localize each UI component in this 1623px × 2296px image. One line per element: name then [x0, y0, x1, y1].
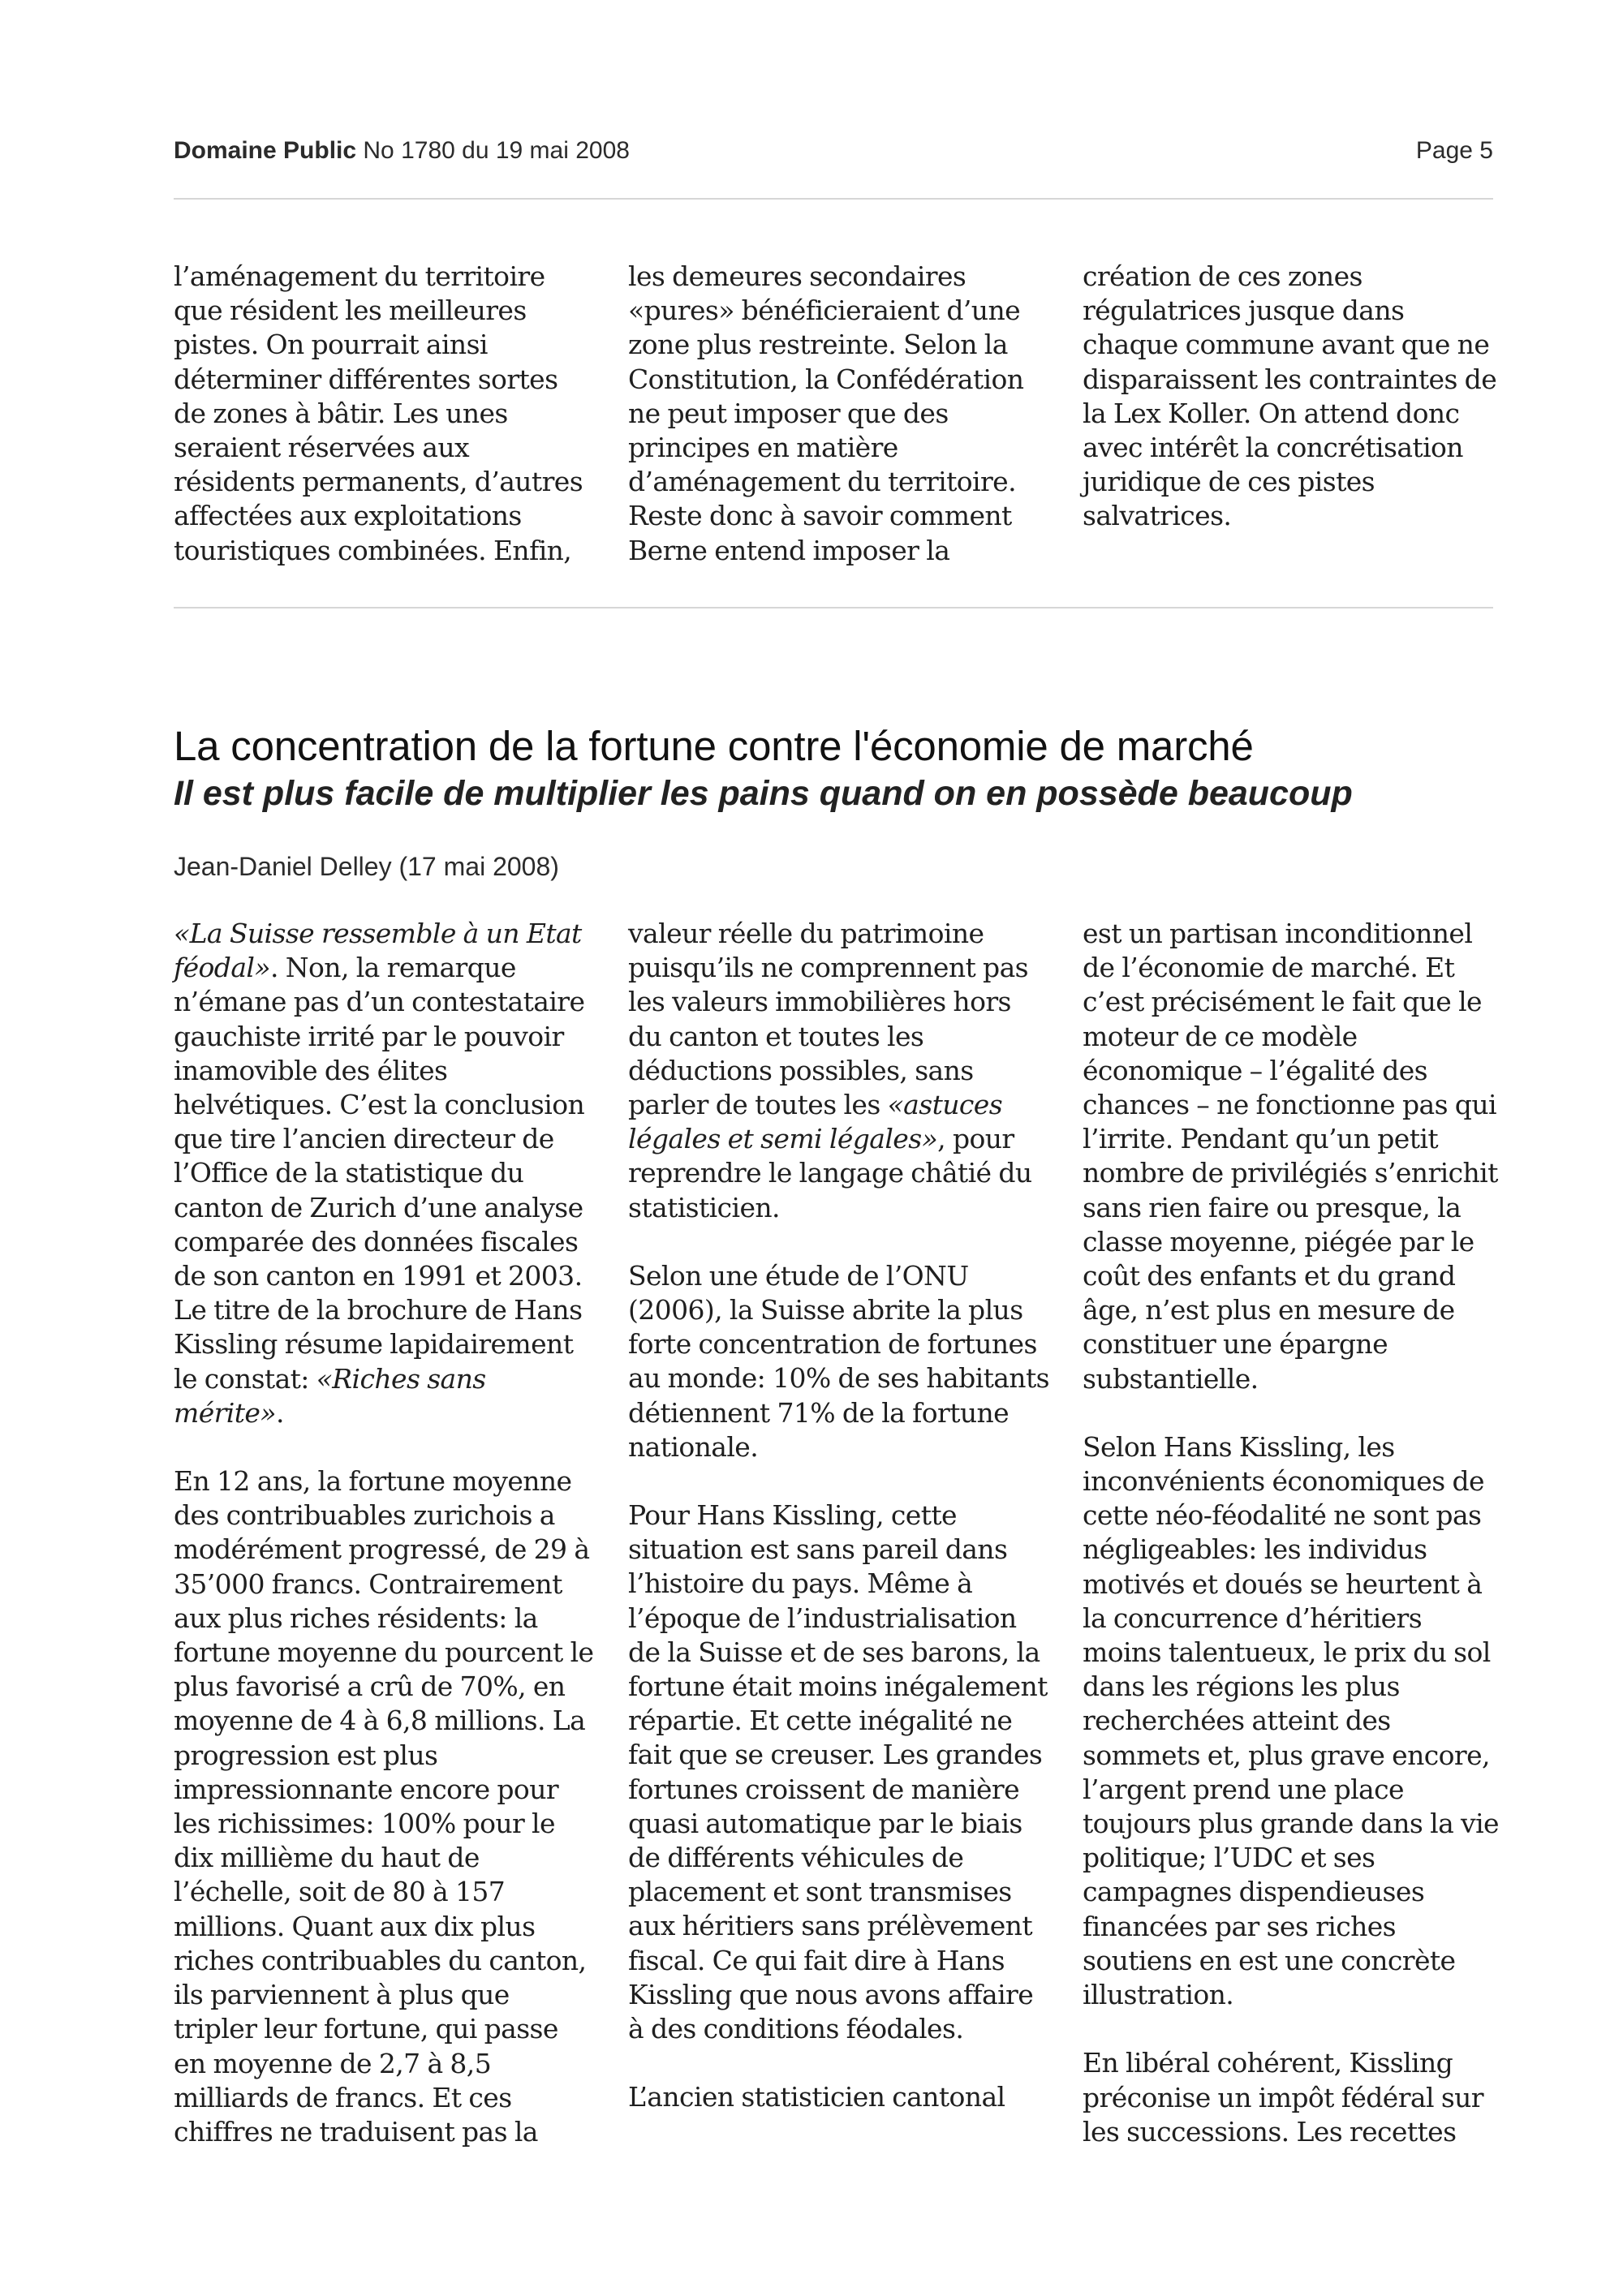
- article-title: La concentration de la fortune contre l'économie de marché: [174, 723, 1254, 769]
- article-body: [174, 917, 1505, 2182]
- issue-info: No 1780 du 19 mai 2008: [363, 137, 630, 164]
- article-column-2: [628, 917, 1050, 2182]
- article-byline: Jean-Daniel Delley (17 mai 2008): [174, 852, 559, 881]
- continued-column-3: [1083, 260, 1505, 568]
- publication-name: Domaine Public: [174, 137, 357, 164]
- article-column-1: [174, 917, 596, 2182]
- article-column-3: [1083, 917, 1505, 2182]
- paragraph: création de ces zones régulatrices jusque dans chaque commune avant que ne disparaissent les contraintes de la Lex Koller. On attend donc avec intérêt la concrétisation juridique de ces pistes salvatrices.: [1083, 260, 1497, 532]
- continued-article-columns: [174, 260, 1505, 568]
- continued-column-1: [174, 260, 596, 568]
- quotation: «astuces légales et semi légales»: [628, 1089, 1003, 1155]
- paragraph: Pour Hans Kissling, cette situation est sans pareil dans l’histoire du pays. Même à l’époque de l’industrialisation de la Suisse et de ses barons, la fortune était moins inégalement répartie. Et cette inégalité ne fait que se creuser. Les grandes fortunes croissent de manière quasi automatique par le biais de différents véhicules de placement et sont transmises aux héritiers sans prélèvement fiscal. Ce qui fait dire à Hans Kissling que nous avons affaire à des conditions féodales.: [628, 1499, 1048, 2045]
- article-subtitle: Il est plus facile de multiplier les pains quand on en possède beaucoup: [174, 774, 1353, 813]
- paragraph: est un partisan inconditionnel de l’économie de marché. Et c’est précisément le fait que le moteur de ce modèle économique – l’égalité des chances – ne fonctionne pas qui l’irrite. Pendant qu’un petit nombre de privilégiés s’enrichit sans rien faire ou presque, la classe moyenne, piégée par le coût des enfants et du grand âge, n’est plus en mesure de constituer une épargne substantielle.: [1083, 918, 1498, 1395]
- quotation: «Riches sans mérite»: [174, 1362, 486, 1429]
- paragraph: valeur réelle du patrimoine puisqu’ils ne comprennent pas les valeurs immobilières hors du canton et toutes les déductions possibles, sans parler de toutes les «astuces légales et semi légales», pour reprendre le langage châtié du statisticien.: [628, 918, 1032, 1223]
- quotation: «La Suisse ressemble à un Etat féodal»: [174, 918, 582, 984]
- header-divider: [174, 198, 1493, 200]
- continued-column-2: [628, 260, 1050, 568]
- paragraph: Selon une étude de l’ONU (2006), la Suisse abrite la plus forte concentration de fortunes au monde: 10% de ses habitants détiennent 71% de la fortune nationale.: [628, 1259, 1049, 1463]
- paragraph: «La Suisse ressemble à un Etat féodal». Non, la remarque n’émane pas d’un contestataire gauchiste irrité par le pouvoir inamovible des élites helvétiques. C’est la conclusion que tire l’ancien directeur de l’Office de la statistique du canton de Zurich d’une analyse comparée des données fiscales de son canton en 1991 et 2003. Le titre de la brochure de Hans Kissling résume lapidairement le constat: «Riches sans mérite».: [174, 918, 585, 1429]
- page-number: Page 5: [1415, 137, 1493, 164]
- paragraph: L’ancien statisticien cantonal: [628, 2081, 1005, 2113]
- paragraph: les demeures secondaires «pures» bénéficieraient d’une zone plus restreinte. Selon la Constitution, la Confédération ne peut imposer que des principes en matière d’aménagement du territoire. Reste donc à savoir comment Berne entend imposer la: [628, 260, 1024, 566]
- running-header: [174, 133, 1493, 169]
- section-divider: [174, 607, 1493, 608]
- paragraph: Selon Hans Kissling, les inconvénients économiques de cette néo-féodalité ne sont pas négligeables: les individus motivés et doués se heurtent à la concurrence d’héritiers moins talentueux, le prix du sol dans les régions les plus recherchées atteint des sommets et, plus grave encore, l’argent prend une place toujours plus grande dans la vie politique; l’UDC et ses campagnes dispendieuses financées par ses riches soutiens en est une concrète illustration.: [1083, 1430, 1499, 2011]
- paragraph: En libéral cohérent, Kissling préconise un impôt fédéral sur les successions. Les recettes: [1083, 2047, 1483, 2148]
- paragraph: l’aménagement du territoire que résident les meilleures pistes. On pourrait ainsi déterminer différentes sortes de zones à bâtir. Les unes seraient réservées aux résidents permanents, d’autres affectées aux exploitations touristiques combinées. Enfin,: [174, 260, 583, 566]
- paragraph: En 12 ans, la fortune moyenne des contribuables zurichois a modérément progressé, de 29 à 35’000 francs. Contrairement aux plus riches résidents: la fortune moyenne du pourcent le plus favorisé a crû de 70%, en moyenne de 4 à 6,8 millions. La progression est plus impressionnante encore pour les richissimes: 100% pour le dix millième du haut de l’échelle, soit de 80 à 157 millions. Quant aux dix plus riches contribuables du canton, ils parviennent à plus que tripler leur fortune, qui passe en moyenne de 2,7 à 8,5 milliards de francs. Et ces chiffres ne traduisent pas la: [174, 1465, 594, 2148]
